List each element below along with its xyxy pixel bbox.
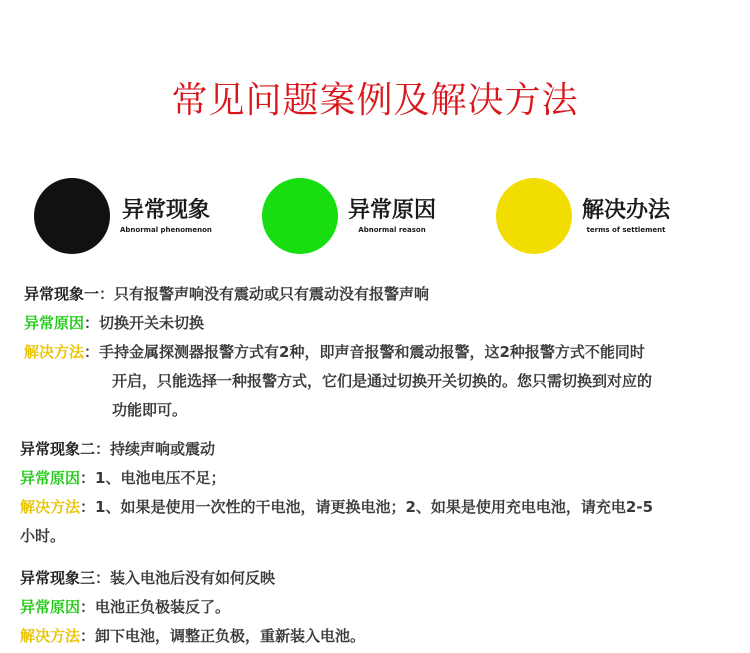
reason-text: 切换开关未切换	[99, 314, 205, 332]
legend-item-reason	[262, 178, 436, 254]
case-2-solution	[20, 497, 653, 517]
case-1-solution	[24, 342, 645, 362]
legend-subtitle: Abnormal reason	[358, 226, 426, 234]
case-1-solution-line-2: 开启，只能选择一种报警方式，它们是通过切换开关切换的。您只需切换到对应的	[112, 372, 653, 390]
reason-label: 异常原因	[20, 598, 81, 616]
case-1-reason	[24, 313, 204, 333]
phenomenon-label: 异常现象一	[24, 285, 100, 303]
page-title: 常见问题案例及解决方法	[171, 80, 579, 121]
solution-text: 卸下电池，调整正负极，重新装入电池。	[95, 627, 366, 645]
reason-text: 电池正负极装反了。	[95, 598, 231, 616]
solution-text: 手持金属探测器报警方式有2种，即声音报警和震动报警，这2种报警方式不能同时	[99, 343, 645, 361]
solution-text: 1、如果是使用一次性的干电池，请更换电池；2、如果是使用充电电池，请充电2-5	[95, 498, 654, 516]
case-3-reason	[20, 597, 230, 617]
solution-label: 解决方法	[20, 627, 81, 645]
separator: ：	[80, 469, 96, 487]
solution-label: 解决方法	[24, 343, 85, 361]
reason-label: 异常原因	[24, 314, 85, 332]
separator: ：	[84, 343, 100, 361]
case-2-solution-line-2: 小时。	[20, 527, 66, 545]
legend-title: 异常原因	[348, 198, 437, 223]
black-circle-icon	[34, 178, 110, 254]
phenomenon-text: 装入电池后没有如何反映	[110, 569, 276, 587]
case-1-phenomenon	[24, 284, 429, 304]
phenomenon-label: 异常现象三	[20, 569, 96, 587]
solution-label: 解决方法	[20, 498, 81, 516]
reason-label: 异常原因	[20, 469, 81, 487]
separator: ：	[95, 440, 111, 458]
case-1-solution-line-3: 功能即可。	[112, 401, 188, 419]
yellow-circle-icon	[496, 178, 572, 254]
case-3-phenomenon	[20, 568, 275, 588]
phenomenon-text: 持续声响或震动	[110, 440, 216, 458]
legend-item-phenomenon	[34, 178, 212, 254]
legend-item-solution	[496, 178, 670, 254]
separator: ：	[80, 498, 96, 516]
legend	[0, 178, 750, 258]
legend-subtitle: terms of settlement	[586, 226, 666, 234]
legend-subtitle: Abnormal phenomenon	[120, 226, 212, 234]
legend-title: 解决办法	[582, 198, 671, 223]
reason-text: 1、电池电压不足；	[95, 469, 226, 487]
separator: ：	[80, 627, 96, 645]
green-circle-icon	[262, 178, 338, 254]
separator: ：	[99, 285, 115, 303]
case-3-solution	[20, 626, 365, 646]
separator: ：	[95, 569, 111, 587]
phenomenon-text: 只有报警声响没有震动或只有震动没有报警声响	[114, 285, 430, 303]
separator: ：	[84, 314, 100, 332]
phenomenon-label: 异常现象二	[20, 440, 96, 458]
legend-title: 异常现象	[121, 198, 210, 223]
separator: ：	[80, 598, 96, 616]
case-2-reason	[20, 468, 225, 488]
case-2-phenomenon	[20, 439, 215, 459]
